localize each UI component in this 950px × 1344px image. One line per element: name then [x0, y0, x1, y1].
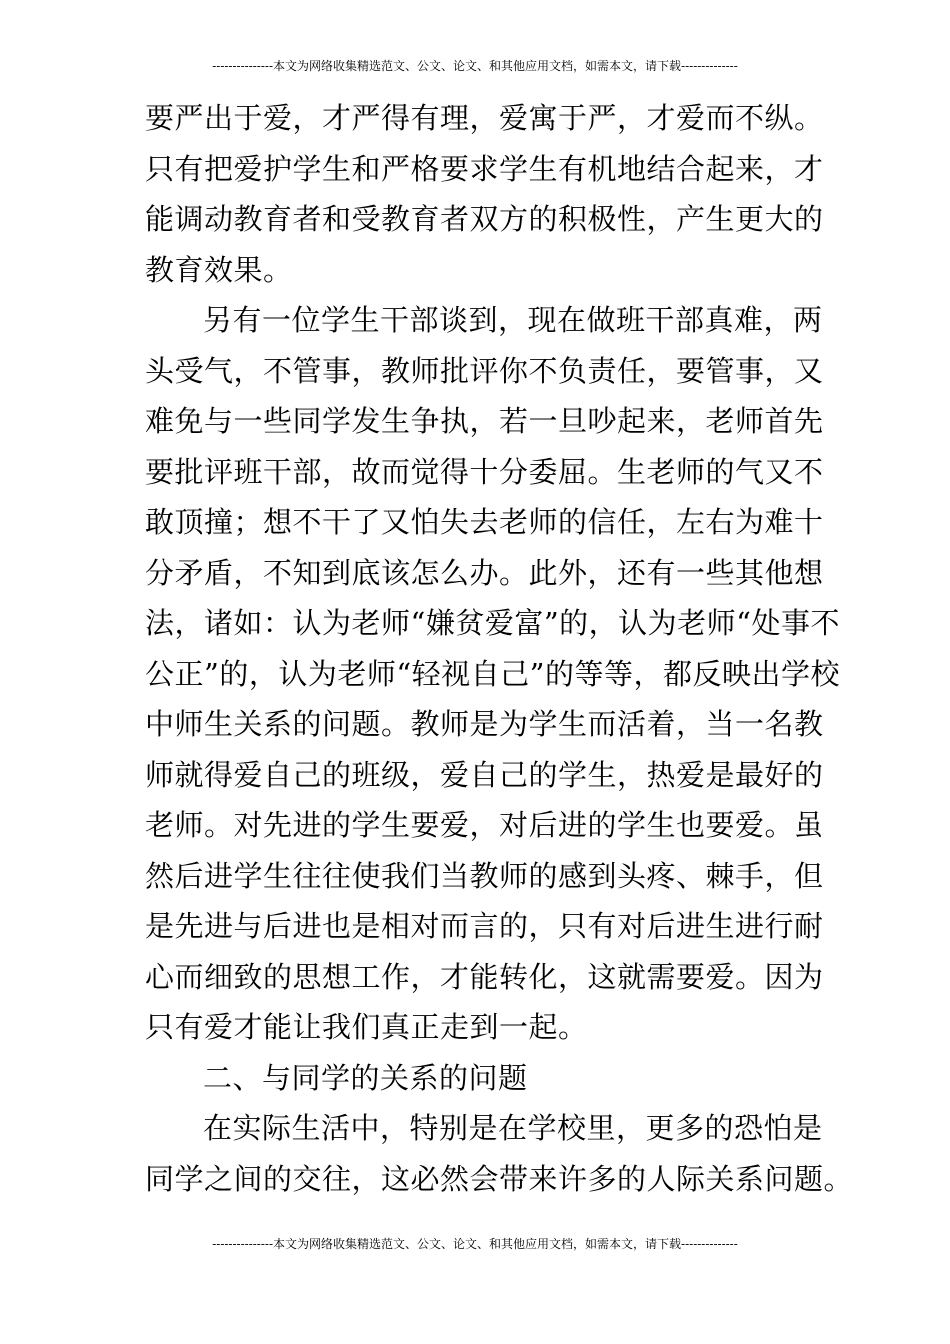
page-footer-banner: ---------------本文为网络收集精选范文、公文、论文、和其他应用文档，如需本文，请下载--------------: [212, 1237, 738, 1251]
text-line: 要严出于爱，才严得有理，爱寓于严，才爱而不纵。: [145, 101, 824, 135]
paragraph-first-line: 另有一位学生干部谈到，现在做班干部真难，两: [203, 303, 823, 337]
page-header-banner: ---------------本文为网络收集精选范文、公文、论文、和其他应用文档，如需本文，请下载--------------: [212, 59, 738, 73]
text-line: 心而细致的思想工作，才能转化，这就需要爱。因为: [145, 959, 824, 994]
text-line: 难免与一些同学发生争执，若一旦吵起来，老师首先: [145, 404, 824, 438]
text-line: 敢顶撞；想不干了又怕失去老师的信任，左右为难十: [145, 505, 824, 539]
text-line: 公正”的，认为老师“轻视自己”的等等，都反映出学校: [145, 656, 840, 691]
text-line: 同学之间的交往，这必然会带来许多的人际关系问题。: [145, 1161, 854, 1196]
text-line: 只有把爱护学生和严格要求学生有机地结合起来，才: [145, 151, 824, 186]
text-line: 教育效果。: [145, 252, 293, 287]
text-line: 老师。对先进的学生要爱，对后进的学生也要爱。虽: [145, 808, 824, 842]
text-line: 然后进学生往往使我们当教师的感到头疼、棘手，但: [145, 858, 824, 893]
text-line: 是先进与后进也是相对而言的，只有对后进生进行耐: [145, 909, 824, 943]
text-line: 要批评班干部，故而觉得十分委屈。生老师的气又不: [145, 454, 824, 489]
section-heading: 二、与同学的关系的问题: [203, 1060, 528, 1095]
document-body: [145, 93, 854, 1204]
text-line: 只有爱才能让我们真正走到一起。: [145, 1010, 588, 1044]
text-line: 法，诸如：认为老师“嫌贫爱富”的，认为老师“处事不: [145, 606, 840, 640]
text-line: 师就得爱自己的班级，爱自己的学生，热爱是最好的: [145, 757, 824, 792]
paragraph-first-line: 在实际生活中，特别是在学校里，更多的恐怕是: [203, 1111, 823, 1145]
text-line: 能调动教育者和受教育者双方的积极性，产生更大的: [145, 202, 824, 236]
text-line: 分矛盾，不知到底该怎么办。此外，还有一些其他想: [145, 555, 824, 590]
text-line: 中师生关系的问题。教师是为学生而活着，当一名教: [145, 707, 824, 741]
text-line: 头受气，不管事，教师批评你不负责任，要管事，又: [145, 353, 824, 388]
